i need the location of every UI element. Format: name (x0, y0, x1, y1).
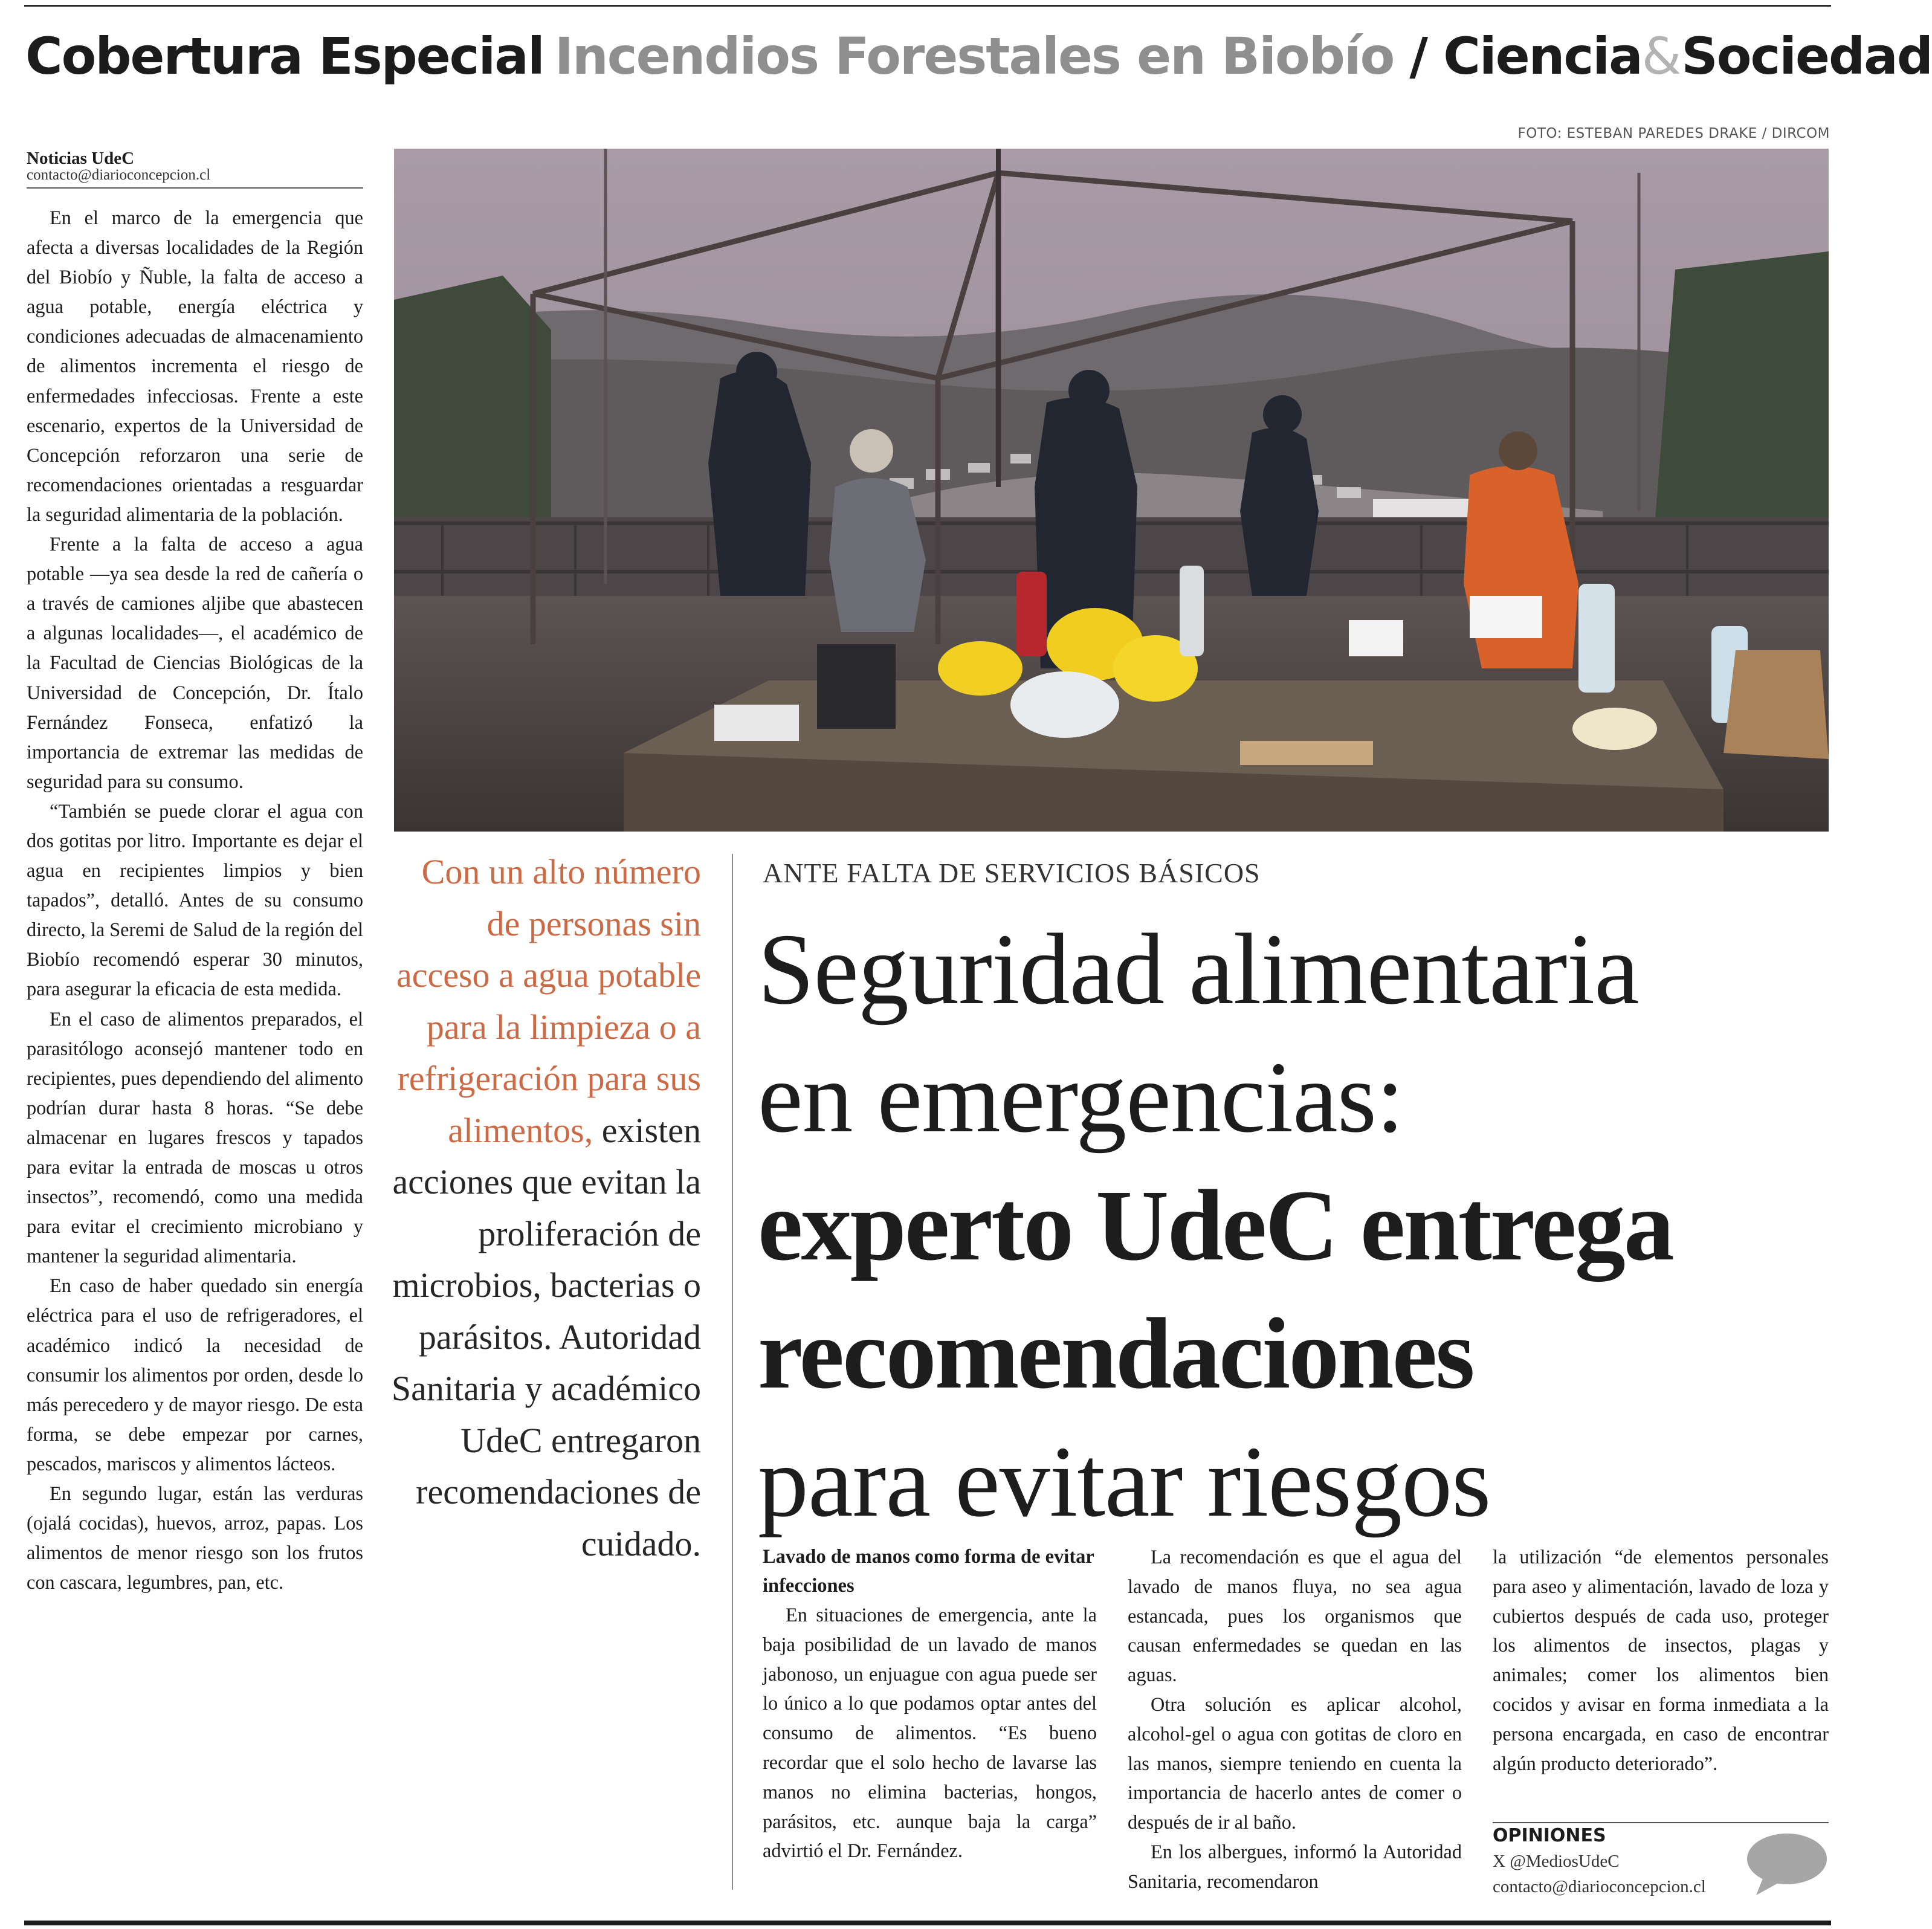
pull-quote-highlight: Con un alto número de personas sin acceso a agua potable para la limpieza o a refrigeración para sus alimentos, (396, 852, 701, 1150)
subheading: Lavado de manos como forma de evitar infecciones (763, 1546, 1094, 1597)
opinions-x-handle: X @MediosUdeC (1493, 1852, 1620, 1871)
column-divider (732, 854, 733, 1890)
paragraph: “También se puede clorar el agua con dos gotitas por litro. Importante es dejar el agua en recipientes limpios y bien tapados”, detalló. Antes de su consumo directo, la Seremi de Salud de la región del Biobío recomendó esperar 30 minutos, para asegurar la eficacia de esta medida. (27, 800, 363, 1000)
paragraph: En segundo lugar, están las verduras (ojalá cocidas), huevos, arroz, papas. Los alimentos de menor riesgo son los frutos con cascara, legumbres, pan, etc. (27, 1482, 363, 1594)
bottom-rule (24, 1921, 1831, 1925)
byline-name: Noticias UdeC (27, 149, 135, 168)
article-column-3 (1128, 1542, 1462, 1896)
paragraph: En situaciones de emergencia, ante la baja posibilidad de un lavado de manos jabonoso, un enjuague con agua puede ser lo único a lo que podamos optar antes del consumo de alimentos. “Es bueno recordar que el solo hecho de lavarse las manos no elimina bacterias, hongos, parásitos, etc. aunque baja la carga” advirtió el Dr. Fernández. (763, 1604, 1097, 1862)
kicker: ANTE FALTA DE SERVICIOS BÁSICOS (763, 858, 1261, 888)
photo-credit: FOTO: ESTEBAN PAREDES DRAKE / DIRCOM (1517, 126, 1830, 141)
paragraph: En el marco de la emergencia que afecta a diversas localidades de la Región del Biobío y Ñuble, la falta de acceso a agua potable, energía eléctrica y condiciones adecuadas de almacenamiento de alimentos incrementa el riesgo de enfermedades infecciosas. Frente a este escenario, expertos de la Universidad de Concepción reforzaron una serie de recomendaciones orientadas a resguardar la seguridad alimentaria de la población. (27, 207, 363, 525)
paragraph: En el caso de alimentos preparados, el parasitólogo aconsejó mantener todo en recipientes, pues dependiendo del alimento podrían durar hasta 8 horas. “Se debe almacenar en lugares frescos y tapados para evitar la entrada de moscas u otros insectos”, recomendó, como una medida para evitar el crecimiento microbiano y mantener la seguridad alimentaria. (27, 1007, 363, 1267)
headline-line-5: para evitar riesgos (758, 1426, 1491, 1538)
article-column-1 (27, 203, 363, 1597)
pull-quote-rest: existen acciones que evitan la proliferación de microbios, bacterias o parásitos. Autoridad Sanitaria y académico UdeC entregaron recomendaciones de cuidado. (391, 1110, 701, 1563)
photo-illustration (394, 149, 1829, 832)
paragraph: En los albergues, informó la Autoridad Sanitaria, recomendaron (1128, 1840, 1462, 1892)
section-slash: / (1409, 27, 1427, 86)
speech-bubble-icon (1745, 1831, 1829, 1898)
paragraph: Otra solución es aplicar alcohol, alcohol-gel o agua con gotitas de cloro en las manos, siempre teniendo en cuenta la importancia de hacerlo antes de comer o después de ir al baño. (1128, 1693, 1462, 1834)
section-name-b: Sociedad (1681, 27, 1932, 86)
paragraph: La recomendación es que el agua del lavado de manos fluya, no sea agua estancada, pues los organismos que causan enfermedades se quedan en las aguas. (1128, 1546, 1462, 1686)
section-topic: Incendios Forestales en Biobío (554, 27, 1394, 86)
headline-line-1: Seguridad alimentaria (758, 913, 1639, 1026)
top-rule (24, 5, 1831, 7)
section-special: Cobertura Especial (25, 27, 544, 86)
section-header (25, 23, 1932, 89)
headline-line-3: experto UdeC entrega (758, 1169, 1673, 1282)
article-photo (394, 149, 1829, 832)
paragraph: la utilización “de elementos personales para aseo y alimentación, lavado de loza y cubiertos después de cada uso, proteger los alimentos de insectos, plagas y animales; comer los alimentos bien cocidos y avisar en forma inmediata a la persona encargada, en caso de encontrar algún producto deteriorado”. (1493, 1546, 1829, 1774)
headline-line-4: recomendaciones (758, 1297, 1473, 1410)
opinions-email: contacto@diarioconcepcion.cl (1493, 1877, 1706, 1896)
byline-rule (27, 187, 363, 189)
opinions-title: OPINIONES (1493, 1825, 1606, 1846)
headline (758, 905, 1840, 1546)
headline-line-2: en emergencias: (758, 1041, 1404, 1154)
article-column-2 (763, 1542, 1097, 1866)
byline-email: contacto@diarioconcepcion.cl (27, 167, 211, 183)
paragraph: En caso de haber quedado sin energía eléctrica para el uso de refrigeradores, el académico indicó la necesidad de consumir los alimentos por orden, desde lo más perecedero y de mayor riesgo. De esta forma, se debe empezar por carnes, pescados, mariscos y alimentos lácteos. (27, 1275, 363, 1475)
pull-quote (387, 846, 701, 1569)
paragraph: Frente a la falta de acceso a agua potable —ya sea desde la red de cañería o a través de camiones aljibe que abastecen a algunas localidades—, el académico de la Facultad de Ciencias Biológicas de la Universidad de Concepción, Dr. Ítalo Fernández Fonseca, enfatizó la importancia de extremar las medidas de seguridad para su consumo. (27, 533, 363, 792)
opinions-rule (1493, 1822, 1829, 1823)
article-column-4 (1493, 1542, 1829, 1778)
section-name-a: Ciencia (1443, 27, 1642, 86)
section-amp: & (1641, 27, 1682, 86)
